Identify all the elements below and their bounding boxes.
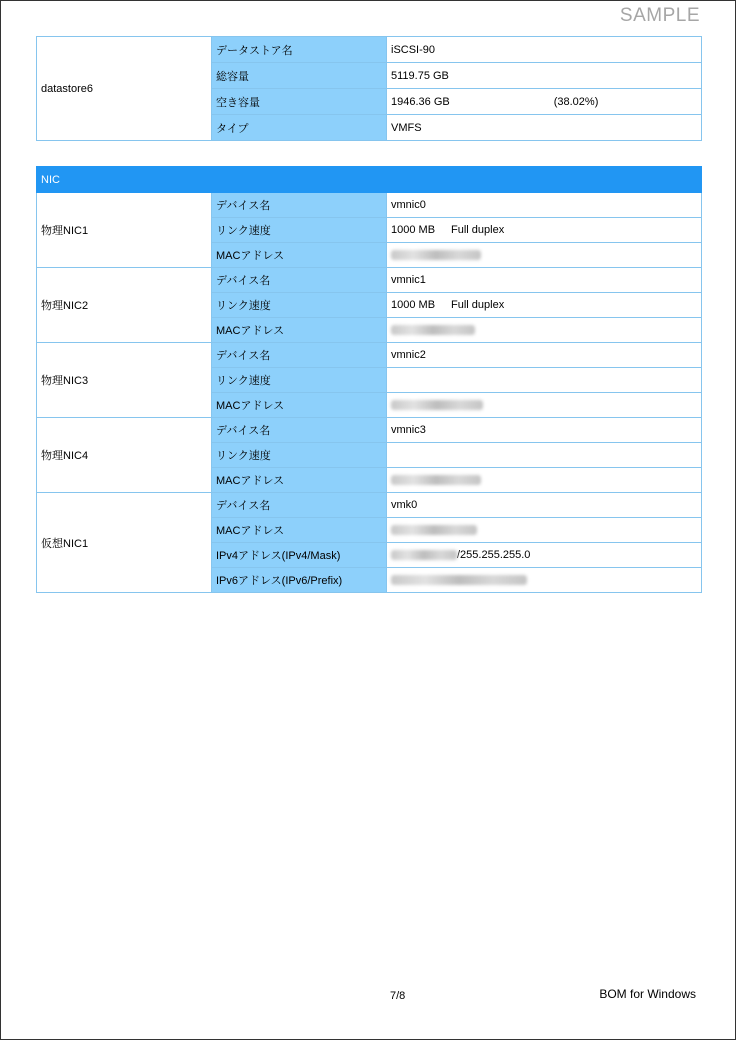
mac-address-value [387, 468, 702, 493]
device-name-label: デバイス名 [212, 343, 387, 368]
mac-address-label: MACアドレス [212, 393, 387, 418]
mac-address-label: MACアドレス [212, 243, 387, 268]
nic-section-header: NIC [37, 167, 702, 193]
datastore-value-name: iSCSI-90 [387, 37, 702, 63]
ipv4-mask: /255.255.255.0 [457, 549, 531, 561]
datastore-table [36, 36, 702, 141]
device-name-value: vmnic0 [387, 193, 702, 218]
duplex-mode: Full duplex [451, 224, 505, 236]
physical-nic-1-name: 物理NIC1 [37, 193, 212, 268]
datastore-value-free [387, 89, 702, 115]
mac-address-label: MACアドレス [212, 468, 387, 493]
link-speed-label: リンク速度 [212, 218, 387, 243]
free-space-value: 1946.36 GB [391, 95, 450, 108]
device-name-label: デバイス名 [212, 193, 387, 218]
redacted-ipv6-address [391, 575, 527, 585]
physical-nic-4-name: 物理NIC4 [37, 418, 212, 493]
datastore-name: datastore6 [37, 37, 212, 141]
device-name-label: デバイス名 [212, 268, 387, 293]
nic-table [36, 166, 702, 593]
mac-address-value [387, 243, 702, 268]
mac-address-value [387, 393, 702, 418]
device-name-label: デバイス名 [212, 493, 387, 518]
redacted-ipv4-address [391, 550, 457, 560]
datastore-label-type: タイプ [212, 115, 387, 141]
device-name-value: vmnic3 [387, 418, 702, 443]
link-speed-label: リンク速度 [212, 293, 387, 318]
datastore-label-capacity: 総容量 [212, 63, 387, 89]
product-name: BOM for Windows [599, 987, 696, 1001]
mac-address-value [387, 518, 702, 543]
link-speed-value [387, 368, 702, 393]
link-speed: 1000 MB [391, 299, 436, 311]
datastore-value-capacity: 5119.75 GB [387, 63, 702, 89]
link-speed-label: リンク速度 [212, 443, 387, 468]
virtual-nic-1-name: 仮想NIC1 [37, 493, 212, 593]
datastore-value-type: VMFS [387, 115, 702, 141]
redacted-mac-address [391, 325, 475, 335]
page-number: 7/8 [390, 990, 406, 1002]
mac-address-label: MACアドレス [212, 318, 387, 343]
link-speed: 1000 MB [391, 224, 436, 236]
sample-watermark: SAMPLE [619, 5, 700, 26]
free-space-percent: (38.02%) [553, 95, 599, 108]
datastore-label-name: データストア名 [212, 37, 387, 63]
mac-address-value [387, 318, 702, 343]
device-name-value: vmnic1 [387, 268, 702, 293]
link-speed-value [387, 218, 702, 243]
ipv6-address-label: IPv6アドレス(IPv6/Prefix) [212, 568, 387, 593]
link-speed-value [387, 443, 702, 468]
mac-address-label: MACアドレス [212, 518, 387, 543]
ipv4-address-value [387, 543, 702, 568]
physical-nic-2-name: 物理NIC2 [37, 268, 212, 343]
duplex-mode: Full duplex [451, 299, 505, 311]
ipv4-address-label: IPv4アドレス(IPv4/Mask) [212, 543, 387, 568]
device-name-value: vmnic2 [387, 343, 702, 368]
datastore-label-free: 空き容量 [212, 89, 387, 115]
link-speed-label: リンク速度 [212, 368, 387, 393]
redacted-mac-address [391, 250, 481, 260]
device-name-value: vmk0 [387, 493, 702, 518]
physical-nic-3-name: 物理NIC3 [37, 343, 212, 418]
ipv6-address-value [387, 568, 702, 593]
link-speed-value [387, 293, 702, 318]
redacted-mac-address [391, 525, 477, 535]
redacted-mac-address [391, 400, 483, 410]
redacted-mac-address [391, 475, 481, 485]
device-name-label: デバイス名 [212, 418, 387, 443]
